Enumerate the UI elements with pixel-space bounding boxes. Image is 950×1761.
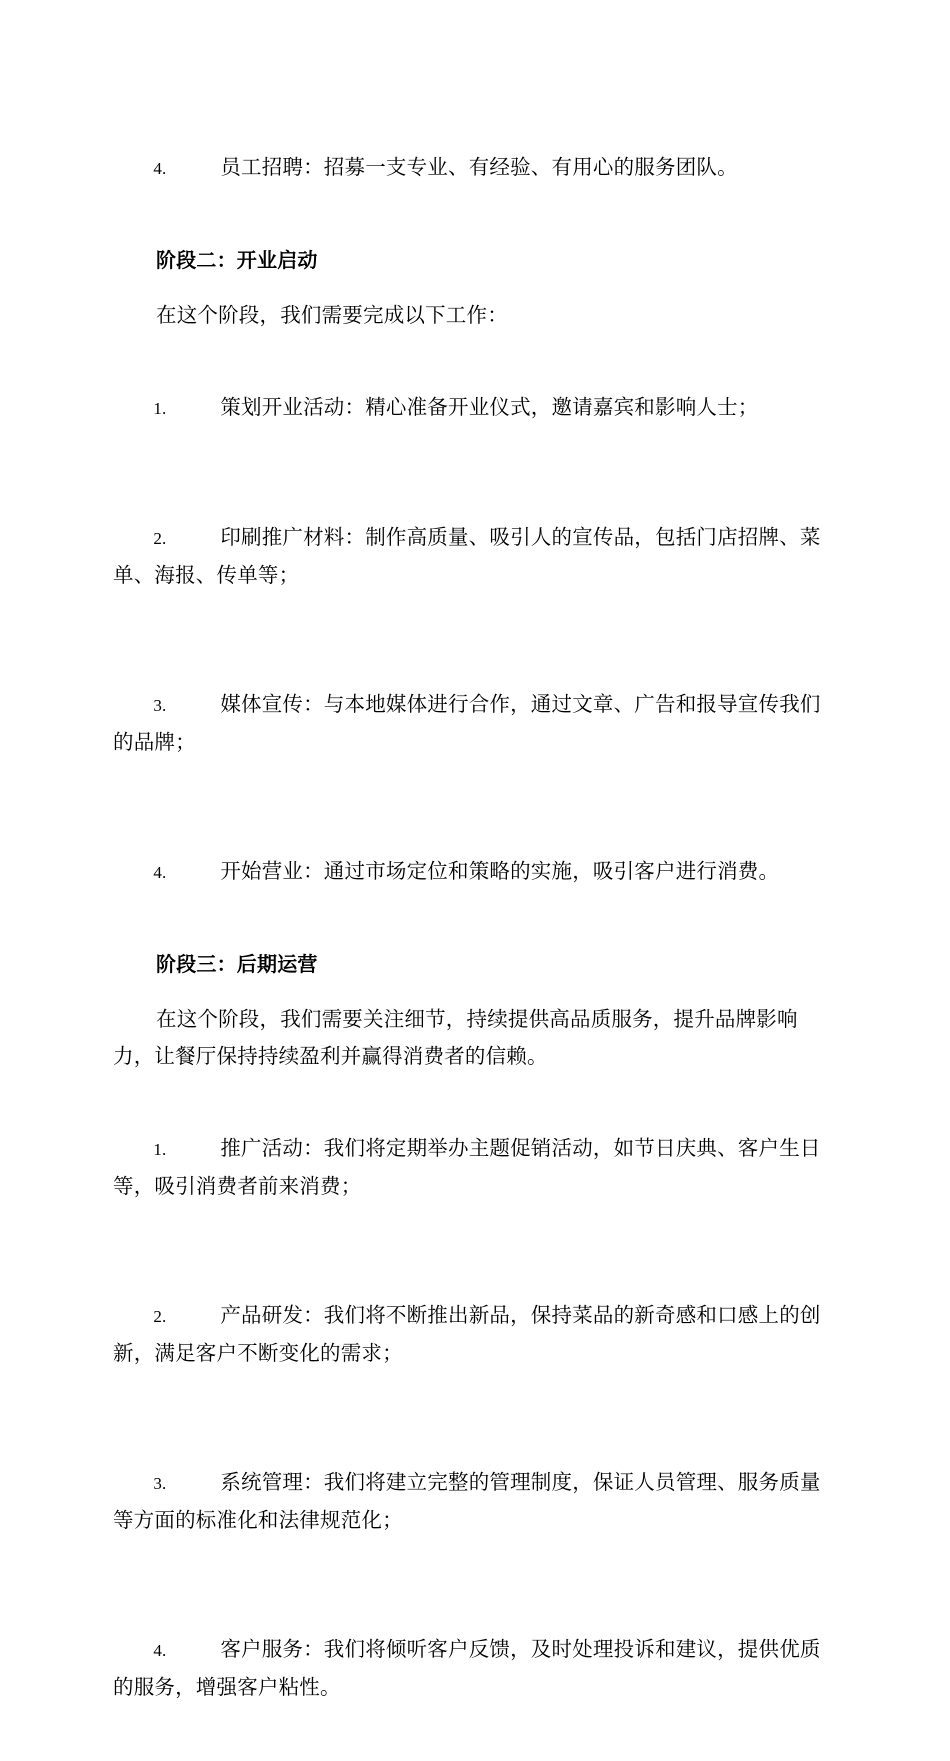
list-item-text: 客户服务：我们将倾听客户反馈，及时处理投诉和建议，提供优质的服务，增强客户粘性。 [113, 1637, 821, 1699]
list-item [113, 112, 835, 224]
list-item-number: 4. [153, 1641, 167, 1660]
list-item-number: 4. [153, 159, 167, 178]
list-item-text: 开始营业：通过市场定位和策略的实施，吸引客户进行消费。 [220, 859, 780, 883]
list-item-number: 1. [153, 399, 167, 418]
list-item-number: 2. [153, 1307, 167, 1326]
list-item [113, 1594, 835, 1743]
list-item-number: 4. [153, 863, 167, 882]
section-heading-stage3: 阶段三：后期运营 [156, 952, 318, 976]
list-item [113, 482, 835, 631]
list-item [113, 1260, 835, 1409]
list-item [113, 1093, 835, 1242]
list-item-text: 策划开业活动：精心准备开业仪式，邀请嘉宾和影响人士； [220, 395, 759, 419]
document-body [113, 112, 835, 1761]
list-item-number: 1. [153, 1140, 167, 1159]
list-item [113, 649, 835, 798]
list-item [113, 816, 835, 928]
list-item-text: 员工招聘：招募一支专业、有经验、有用心的服务团队。 [220, 155, 738, 179]
list-item-text: 产品研发：我们将不断推出新品，保持菜品的新奇感和口感上的创新，满足客户不断变化的需求； [113, 1303, 821, 1365]
section-intro-stage2: 在这个阶段，我们需要完成以下工作： [156, 303, 508, 327]
list-item-number: 3. [153, 1474, 167, 1493]
list-item [113, 352, 835, 464]
list-item-number: 2. [153, 529, 167, 548]
list-item-text: 印刷推广材料：制作高质量、吸引人的宣传品，包括门店招牌、菜单、海报、传单等； [113, 525, 821, 587]
list-item-text: 系统管理：我们将建立完整的管理制度，保证人员管理、服务质量等方面的标准化和法律规范化； [113, 1470, 821, 1532]
list-item-number: 3. [153, 696, 167, 715]
list-item-text: 媒体宣传：与本地媒体进行合作，通过文章、广告和报导宣传我们的品牌； [113, 692, 821, 754]
section-intro-stage3: 在这个阶段，我们需要关注细节，持续提供高品质服务，提升品牌影响力，让餐厅保持持续盈利并赢得消费者的信赖。 [113, 1007, 798, 1068]
list-item-text: 推广活动：我们将定期举办主题促销活动，如节日庆典、客户生日等，吸引消费者前来消费； [113, 1136, 821, 1198]
list-item [113, 1427, 835, 1576]
section-heading-stage2: 阶段二：开业启动 [156, 248, 318, 272]
